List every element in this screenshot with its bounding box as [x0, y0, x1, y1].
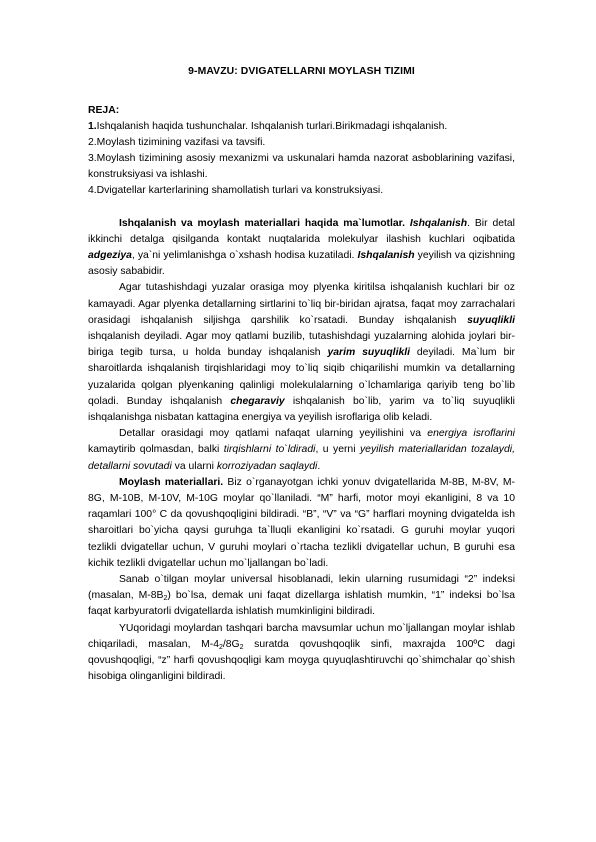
text-span: Sanab o`tilgan moylar universal hisoblanadi, lekin ularning rusumidagi “2” indeksi (masalan, M-8B	[88, 574, 515, 602]
term-friction-2: Ishqalanish	[357, 249, 415, 261]
document-body	[88, 216, 515, 686]
text-span: , u yerni	[315, 444, 360, 456]
paragraph-lubricants	[88, 475, 515, 572]
paragraph-all-season-oils	[88, 621, 515, 686]
text-span: ishqalanish deyiladi. Agar moy qatlami buzilib, tutashishdagi yuzalarning alohida joylari bir-biriga tegib tursa, u holda bunday ishqalanish	[88, 330, 515, 359]
text-span: , ya`ni yelimlanishga o`xshash hodisa kuzatiladi.	[131, 249, 358, 261]
text-span: YUqoridagi moylardan tashqari barcha mavsumlar uchun mo`ljallangan moylar ishlab chiqariladi, masalan, M-4	[88, 622, 515, 650]
term-boundary: chegaraviy	[230, 395, 285, 407]
page-title: 9-MAVZU: DVIGATELLARNI MOYLASH TIZIMI	[188, 66, 415, 77]
paragraph-universal-oils	[88, 572, 515, 621]
plan-section	[88, 103, 515, 200]
text-span: Detallar orasidagi moy qatlami nafaqat ularning yeyilishini va	[119, 428, 428, 440]
term-friction: Ishqalanish	[409, 217, 468, 229]
plan-item-1-text: Ishqalanish haqida tushunchalar. Ishqalanish turlari.Birikmadagi ishqalanish.	[96, 121, 448, 133]
text-span: ) bo`lsa, demak uni faqat dizellarga ishlatish mumkin, “1” indeksi bo`lsa faqat karbyuratorli dvigatellarda ishlatish mumkinligini bildiradi.	[88, 590, 515, 618]
italic-span: korroziyadan saqlaydi	[216, 460, 318, 472]
plan-item-3: 3.Moylash tizimining asosiy mexanizmi va uskunalari hamda nazorat asboblarining vazifasi, konstruksiyasi va ishlashi.	[88, 153, 515, 181]
term-semi-liquid: yarim suyuqlikli	[327, 347, 411, 359]
subscript: 2	[163, 595, 168, 603]
plan-item-1	[88, 119, 515, 135]
italic-span: yeyilish materiallaridan tozalaydi, detallarni sovutadi	[88, 444, 515, 472]
italic-span: energiya isroflarini	[427, 428, 515, 440]
plan-item-4: 4.Dvigatellar karterlarining shamollatish turlari va konstruksiyasi.	[88, 185, 384, 197]
text-span: . Bir detal ikkinchi detalga qisilganda kontakt nuqtalarida molekulyar ilashish kuchlari oqibatida	[88, 217, 515, 245]
plan-item-1-number: 1.	[88, 121, 97, 133]
term-adhesion: adgeziya	[88, 249, 132, 261]
plan-label: REJA:	[88, 105, 120, 116]
text-span: va ularni	[171, 460, 217, 472]
document-page	[88, 56, 515, 685]
term-liquid: suyuqlikli	[467, 314, 515, 326]
text-span: ishqalanish bo`lib, yarim va to`liq suyuqlikli ishqalanishga nisbatan kattagina energiya va yeyilish isroflariga olib keladi.	[88, 395, 515, 423]
text-span: Biz o`rganayotgan ichki yonuv dvigatellarida M-8B, M-8V, M-8G, M-10B, M-10V, M-10G moylar qo`llaniladi. “M” harfi, motor moyi ekanligini, 8 va 10 raqamlari 100° C da qovushqoqligini bildiradi. “B”, “V” va “G” harflari moyning dvigatelda ish sharoitlari bo`yicha qaysi guruhga ta`lluqli ekanligini ko`rsatadi. G guruhi moylar yuqori tezlikli dvigatellar uchun, V guruhi moylari o`rtacha tezlikli dvigatellar uchun, B guruhi esa kichik tezlikli dvigatellar uchun mo`ljallangan bo`ladi.	[88, 476, 515, 569]
paragraph-oil-layer	[88, 426, 515, 475]
text-span: suratda qovushqoqlik sinfi, maxrajda 100ºC dagi qovushqoqligi, “z” harfi qovushqoqligi kam moyga quyuqlashtiruvchi qo`shimchalar qo`shish hisobiga olinganligini bildiradi.	[88, 638, 516, 683]
section-heading-friction: Ishqalanish va moylash materiallari haqida ma`lumotlar.	[119, 217, 406, 229]
paragraph-lubrication-types	[88, 280, 515, 426]
italic-span: tirqishlarni to`ldiradi	[223, 444, 316, 456]
text-span: kamaytirib qolmasdan, balki	[88, 444, 224, 456]
text-span: Agar tutashishdagi yuzalar orasiga moy plyenka kiritilsa ishqalanish kuchlari bir oz kamayadi. Agar plyenka detallarning sirtlarini to`liq bir-biridan ajratsa, faqat moy zarrachalari orasidagi ishqalanish siljishga qarshilik ko`rsatadi. Bunday ishqalanish	[88, 282, 515, 326]
text-span: deyiladi. Ma`lum bir sharoitlarda ishqalanish tirqishlaridagi moy to`liq siqib chiqarilishi mumkin va detallarning yuzalarida qolgan plyenkaning qalinligi molekulalarning o`lchamlariga qariyib teng bo`lib qoladi. Bunday ishqalanish	[88, 347, 516, 407]
section-heading-lubricants: Moylash materiallari.	[119, 476, 224, 488]
text-span: yeyilish va qizishning asosiy sababidir.	[88, 249, 515, 278]
subscript: 2	[239, 643, 244, 651]
subscript: 2	[218, 643, 223, 651]
paragraph-friction	[88, 216, 515, 281]
text-span: /8G	[222, 638, 240, 650]
text-span: .	[317, 460, 321, 472]
plan-item-2: 2.Moylash tizimining vazifasi va tavsifi.	[88, 137, 266, 149]
